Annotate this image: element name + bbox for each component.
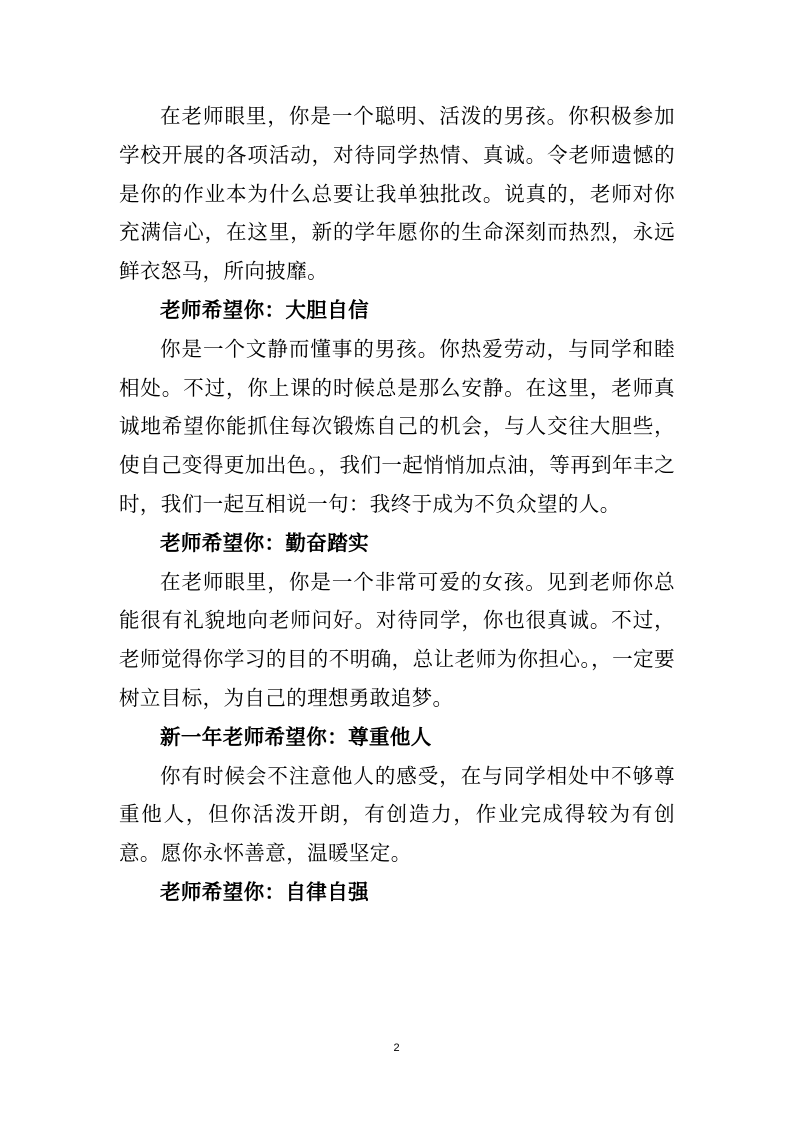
section-heading-2: 老师希望你：勤奋踏实 [160, 530, 369, 555]
comment-paragraph-3: 在老师眼里，你是一个非常可爱的女孩。见到老师你总能很有礼貌地向老师问好。对待同学，你也很真诚。不过，老师觉得你学习的目的不明确，总让老师为你担心。，一定要树立目标，为自己的理想勇敢追梦。 [119, 569, 675, 710]
page-number: 2 [393, 1042, 400, 1054]
comment-paragraph-4: 你有时候会不注意他人的感受，在与同学相处中不够尊重他人，但你活泼开朗，有创造力，作业完成得较为有创意。愿你永怀善意，温暖坚定。 [119, 763, 675, 866]
comment-paragraph-2: 你是一个文静而懂事的男孩。你热爱劳动，与同学和睦相处。不过，你上课的时候总是那么安静。在这里，老师真诚地希望你能抓住每次锻炼自己的机会，与人交往大胆些，使自己变得更加出色。，我们一起悄悄加点油，等再到年丰之时，我们一起互相说一句：我终于成为不负众望的人。 [119, 336, 675, 516]
section-heading-3: 新一年老师希望你：尊重他人 [160, 724, 432, 749]
page-content [119, 97, 675, 912]
section-heading-1: 老师希望你：大胆自信 [160, 297, 369, 322]
section-heading-4: 老师希望你：自律自强 [160, 879, 369, 904]
comment-paragraph-1: 在老师眼里，你是一个聪明、活泼的男孩。你积极参加学校开展的各项活动，对待同学热情、真诚。令老师遗憾的是你的作业本为什么总要让我单独批改。说真的，老师对你充满信心，在这里，新的学年愿你的生命深刻而热烈，永远鲜衣怒马，所向披靡。 [119, 104, 675, 284]
